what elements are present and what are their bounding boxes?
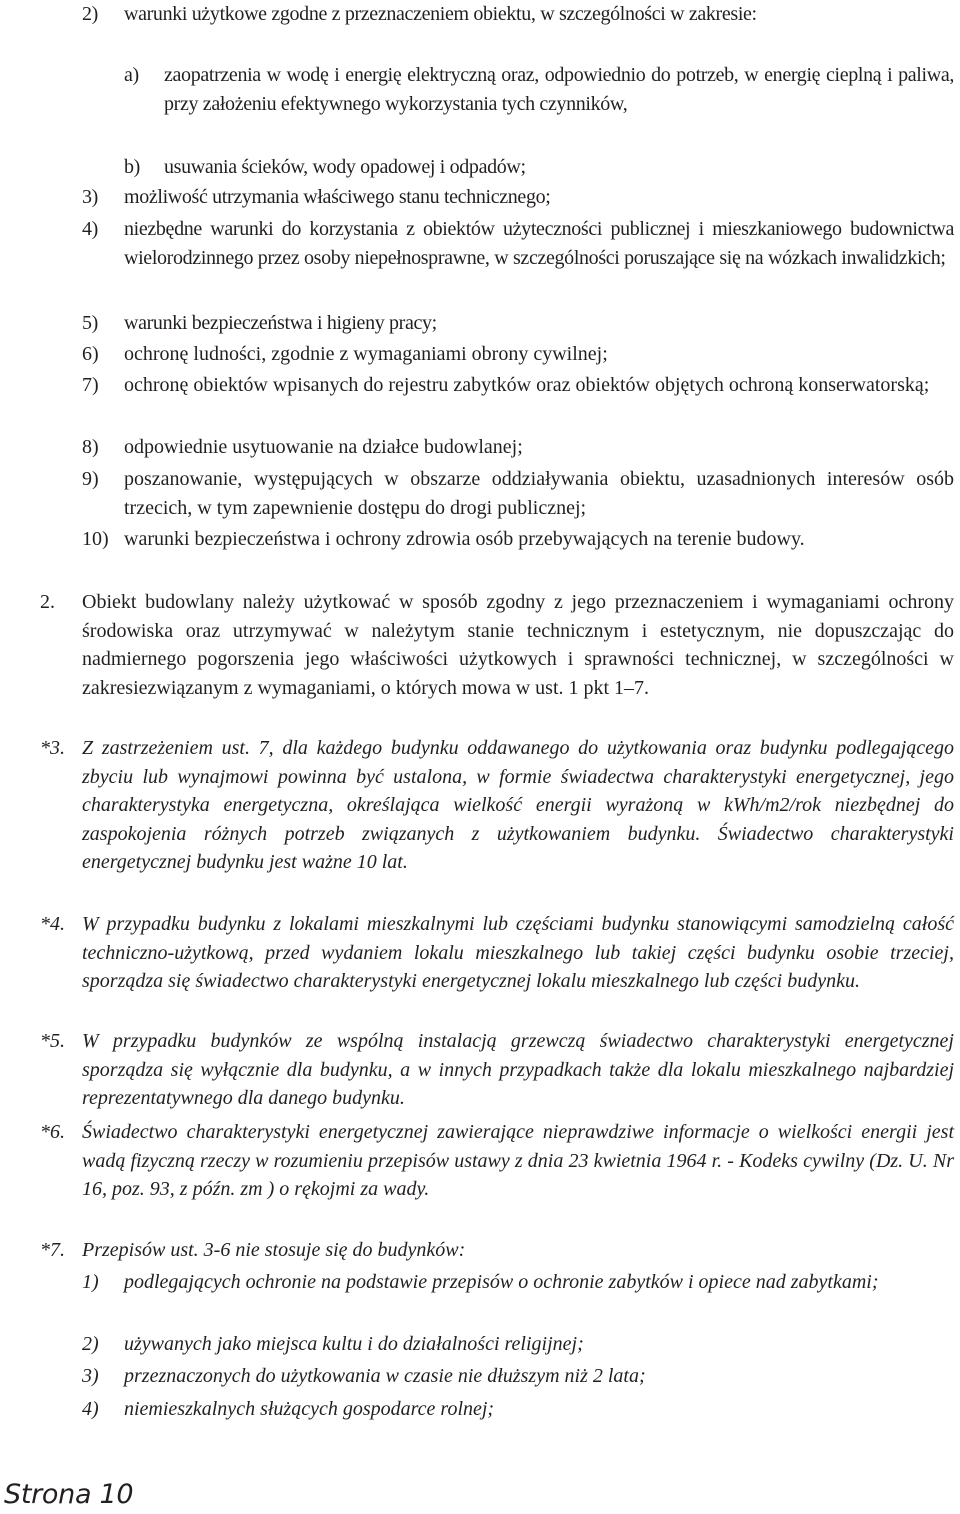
section-3 — [40, 734, 954, 877]
section-number: 2. — [40, 591, 55, 613]
list-number: 6) — [82, 343, 99, 365]
list-number: 8) — [82, 436, 99, 458]
section-text: Świadectwo charakterystyki energetycznej zawierające nieprawdziwe informacje o wielkości energii jest wadą fizyczną rzeczy w rozumieniu przepisów ustawy z dnia 23 kwietnia 1964 r. - Kodeks cywilny (Dz. U. Nr 16, poz. 93, z późn. zm ) o rękojmi za wady. — [82, 1121, 954, 1200]
list-text: przeznaczonych do użytkowania w czasie nie dłuższym niż 2 lata; — [124, 1365, 646, 1387]
list-number: 1) — [82, 1271, 99, 1293]
section-6 — [40, 1118, 954, 1204]
section-7-item-2 — [82, 1330, 954, 1359]
list-text: poszanowanie, występujących w obszarze oddziaływania obiektu, uzasadnionych interesów osób trzecich, w tym zapewnienie dostępu do drogi publicznej; — [124, 468, 954, 519]
section-7 — [40, 1236, 954, 1265]
list-number: 2) — [82, 3, 98, 25]
list-item-8 — [82, 433, 954, 462]
section-2 — [40, 588, 954, 702]
list-number: 4) — [82, 218, 98, 240]
list-item-7 — [82, 371, 954, 400]
list-number: 3) — [82, 186, 98, 208]
list-number: 4) — [82, 1398, 99, 1420]
section-number: *3. — [40, 737, 65, 759]
list-text: odpowiednie usytuowanie na działce budowlanej; — [124, 436, 523, 458]
section-5 — [40, 1027, 954, 1113]
list-number: 5) — [82, 312, 98, 334]
section-number: *4. — [40, 913, 65, 935]
list-number: 7) — [82, 374, 99, 396]
list-text: ochronę ludności, zgodnie z wymaganiami obrony cywilnej; — [124, 343, 608, 365]
list-item-9 — [82, 465, 954, 522]
list-text: ochronę obiektów wpisanych do rejestru zabytków oraz obiektów objętych ochroną konserwatorską; — [124, 374, 930, 396]
section-text: Z zastrzeżeniem ust. 7, dla każdego budynku oddawanego do użytkowania oraz budynku podlegającego zbyciu lub wynajmowi powinna być ustalona, w formie świadectwa charakterystyki energetycznej, jego charakterystyka energetyczna, określająca wielkość energii wyrażoną w kWh/m2/rok niezbędnej do zaspokojenia różnych potrzeb związanych z użytkowaniem budynku. Świadectwo charakterystyki energetycznej budynku jest ważne 10 lat. — [82, 737, 954, 873]
list-subitem-a — [124, 61, 954, 118]
page-number-label: Strona 10 — [4, 1479, 134, 1510]
list-text: usuwania ścieków, wody opadowej i odpadów; — [164, 156, 526, 178]
list-number: b) — [124, 156, 140, 178]
list-text: warunki użytkowe zgodne z przeznaczeniem obiektu, w szczególności w zakresie: — [124, 3, 757, 25]
section-text: W przypadku budynków ze wspólną instalacją grzewczą świadectwo charakterystyki energetycznej sporządza się wyłącznie dla budynku, a w innych przypadkach także dla lokalu mieszkalnego najbardziej reprezentatywnego dla danego budynku. — [82, 1030, 954, 1109]
list-item-4 — [82, 215, 954, 272]
list-subitem-b — [124, 153, 954, 182]
list-number: 2) — [82, 1333, 99, 1355]
section-number: *6. — [40, 1121, 65, 1143]
list-item-6 — [82, 340, 954, 369]
list-item-3 — [82, 183, 954, 212]
list-item-2 — [82, 0, 954, 29]
list-text: zaopatrzenia w wodę i energię elektryczną oraz, odpowiednio do potrzeb, w energię cieplną i paliwa, przy założeniu efektywnego wykorzystania tych czynników, — [164, 64, 954, 115]
list-number: a) — [124, 64, 139, 86]
list-number: 3) — [82, 1365, 99, 1387]
list-number: 9) — [82, 468, 99, 490]
section-text: W przypadku budynku z lokalami mieszkalnymi lub częściami budynku stanowiącymi samodzielną całość techniczno-użytkową, przed wydaniem lokalu mieszkalnego lub takiej części budynku osobie trzeciej, sporządza się świadectwo charakterystyki energetycznej lokalu mieszkalnego lub części budynku. — [82, 913, 954, 992]
section-text: Obiekt budowlany należy użytkować w sposób zgodny z jego przeznaczeniem i wymaganiami ochrony środowiska oraz utrzymywać w należytym stanie technicznym i estetycznym, nie dopuszczając do nadmiernego pogorszenia jego właściwości użytkowych i sprawności technicznej, w szczególności w zakresiezwiązanym z wymaganiami, o których mowa w ust. 1 pkt 1–7. — [82, 591, 954, 699]
list-text: niezbędne warunki do korzystania z obiektów użyteczności publicznej i mieszkaniowego budownictwa wielorodzinnego przez osoby niepełnosprawne, w szczególności poruszające się na wózkach inwalidzkich; — [124, 218, 954, 269]
section-number: *5. — [40, 1030, 65, 1052]
list-item-5 — [82, 309, 954, 338]
section-7-item-3 — [82, 1362, 954, 1391]
list-number: 10) — [82, 528, 109, 550]
list-text: używanych jako miejsca kultu i do działalności religijnej; — [124, 1333, 584, 1355]
list-text: warunki bezpieczeństwa i ochrony zdrowia osób przebywających na terenie budowy. — [124, 528, 805, 550]
list-text: podlegających ochronie na podstawie przepisów o ochronie zabytków i opiece nad zabytkami; — [124, 1271, 879, 1293]
section-7-item-4 — [82, 1395, 954, 1424]
section-7-item-1 — [82, 1268, 954, 1297]
section-number: *7. — [40, 1239, 65, 1261]
section-4 — [40, 910, 954, 996]
list-item-10 — [82, 525, 954, 554]
list-text: niemieszkalnych służących gospodarce rolnej; — [124, 1398, 495, 1420]
list-text: możliwość utrzymania właściwego stanu technicznego; — [124, 186, 551, 208]
list-text: warunki bezpieczeństwa i higieny pracy; — [124, 312, 437, 334]
section-text: Przepisów ust. 3-6 nie stosuje się do budynków: — [82, 1239, 466, 1261]
